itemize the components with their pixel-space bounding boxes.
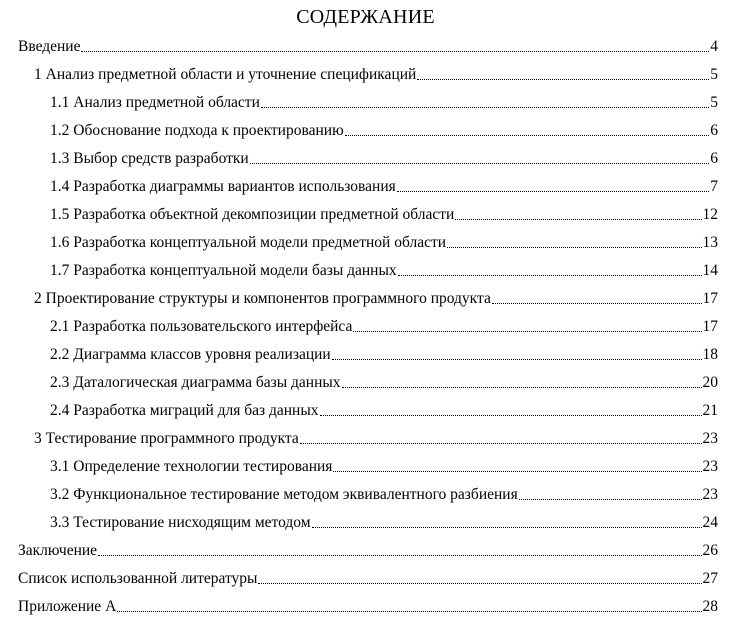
toc-entry-label: 2.2 Диаграмма классов уровня реализации: [50, 346, 331, 363]
toc-entry-introduction[interactable]: [0, 30, 731, 58]
dot-leader: [398, 275, 702, 276]
toc-entry-page: 28: [702, 598, 718, 615]
toc-entry-section-2-4[interactable]: [0, 394, 731, 422]
toc-entry-page: 18: [702, 346, 718, 363]
toc-entry-label: 1 Анализ предметной области и уточнение спецификаций: [34, 66, 417, 83]
toc-entry-label: 2.1 Разработка пользовательского интерфейса: [50, 318, 353, 335]
toc-entry-page: 21: [702, 402, 718, 419]
dot-leader: [492, 303, 702, 304]
dot-leader: [250, 163, 710, 164]
toc-entry-page: 23: [702, 430, 718, 447]
toc-entry-page: 14: [702, 262, 718, 279]
toc-entry-section-1-2[interactable]: [0, 114, 731, 142]
page-title: СОДЕРЖАНИЕ: [296, 6, 435, 28]
toc-entry-page: 5: [710, 94, 718, 111]
toc-entry-page: 7: [710, 178, 718, 195]
toc-entry-section-1-1[interactable]: [0, 86, 731, 114]
toc-entry-label: 1.7 Разработка концептуальной модели базы данных: [50, 262, 397, 279]
toc-entry-label: Заключение: [18, 542, 98, 559]
toc-entry-label: 2 Проектирование структуры и компонентов программного продукта: [34, 290, 491, 307]
toc-entry-label: 1.4 Разработка диаграммы вариантов использования: [50, 178, 396, 195]
dot-leader: [397, 191, 709, 192]
toc-entry-page: 6: [710, 150, 718, 167]
toc-entry-label: 3 Тестирование программного продукта: [34, 430, 299, 447]
toc-entry-label: 1.1 Анализ предметной области: [50, 94, 260, 111]
toc-entry-label: Введение: [18, 38, 81, 55]
dot-leader: [312, 527, 702, 528]
toc-entry-page: 5: [710, 66, 718, 83]
dot-leader: [455, 219, 701, 220]
toc-entry-label: 3.1 Определение технологии тестирования: [50, 458, 333, 475]
toc-entry-section-2-1[interactable]: [0, 310, 731, 338]
toc-entry-section-2-3[interactable]: [0, 366, 731, 394]
toc-entry-label: 1.6 Разработка концептуальной модели предметной области: [50, 234, 447, 251]
dot-leader: [320, 415, 702, 416]
toc-entry-conclusion[interactable]: [0, 534, 731, 562]
toc-entry-chapter-1[interactable]: [0, 58, 731, 86]
toc-entry-label: 1.3 Выбор средств разработки: [50, 150, 249, 167]
toc-entry-page: 13: [702, 234, 718, 251]
toc-entry-page: 27: [702, 570, 718, 587]
toc-entry-chapter-3[interactable]: [0, 422, 731, 450]
toc-entry-section-3-1[interactable]: [0, 450, 731, 478]
dot-leader: [345, 135, 710, 136]
toc-entry-section-1-6[interactable]: [0, 226, 731, 254]
dot-leader: [261, 107, 709, 108]
toc-entry-section-2-2[interactable]: [0, 338, 731, 366]
toc-entry-section-1-4[interactable]: [0, 170, 731, 198]
dot-leader: [81, 51, 709, 52]
toc-entry-page: 26: [702, 542, 718, 559]
toc-entry-page: 12: [702, 206, 718, 223]
dot-leader: [258, 583, 701, 584]
toc-entry-label: Приложение А: [18, 598, 117, 615]
toc-entry-page: 23: [702, 486, 718, 503]
dot-leader: [333, 471, 701, 472]
dot-leader: [417, 79, 709, 80]
dot-leader: [98, 555, 701, 556]
toc-entry-page: 17: [702, 318, 718, 335]
toc-entry-label: 3.3 Тестирование нисходящим методом: [50, 514, 311, 531]
toc-entry-label: 2.4 Разработка миграций для баз данных: [50, 402, 319, 419]
toc-entry-section-3-3[interactable]: [0, 506, 731, 534]
toc-entry-section-1-7[interactable]: [0, 254, 731, 282]
toc-entry-label: 1.5 Разработка объектной декомпозиции предметной области: [50, 206, 455, 223]
toc-entry-page: 6: [710, 122, 718, 139]
toc-entry-label: 3.2 Функциональное тестирование методом эквивалентного разбиения: [50, 486, 518, 503]
dot-leader: [447, 247, 701, 248]
toc-entry-chapter-2[interactable]: [0, 282, 731, 310]
dot-leader: [117, 611, 701, 612]
toc-entry-page: 23: [702, 458, 718, 475]
dot-leader: [353, 331, 701, 332]
dot-leader: [519, 499, 702, 500]
toc-entry-section-1-5[interactable]: [0, 198, 731, 226]
toc-entry-appendix-a[interactable]: [0, 590, 731, 618]
dot-leader: [300, 443, 702, 444]
toc-entry-label: 1.2 Обоснование подхода к проектированию: [50, 122, 344, 139]
toc-entry-label: 2.3 Даталогическая диаграмма базы данных: [50, 374, 341, 391]
toc-entry-references[interactable]: [0, 562, 731, 590]
toc-entry-label: Список использованной литературы: [18, 570, 258, 587]
toc-entry-page: 24: [702, 514, 718, 531]
toc-entry-section-3-2[interactable]: [0, 478, 731, 506]
toc-entry-page: 20: [702, 374, 718, 391]
table-of-contents: [0, 30, 731, 618]
dot-leader: [332, 359, 702, 360]
toc-entry-section-1-3[interactable]: [0, 142, 731, 170]
toc-entry-page: 4: [710, 38, 718, 55]
toc-entry-page: 17: [702, 290, 718, 307]
dot-leader: [342, 387, 702, 388]
